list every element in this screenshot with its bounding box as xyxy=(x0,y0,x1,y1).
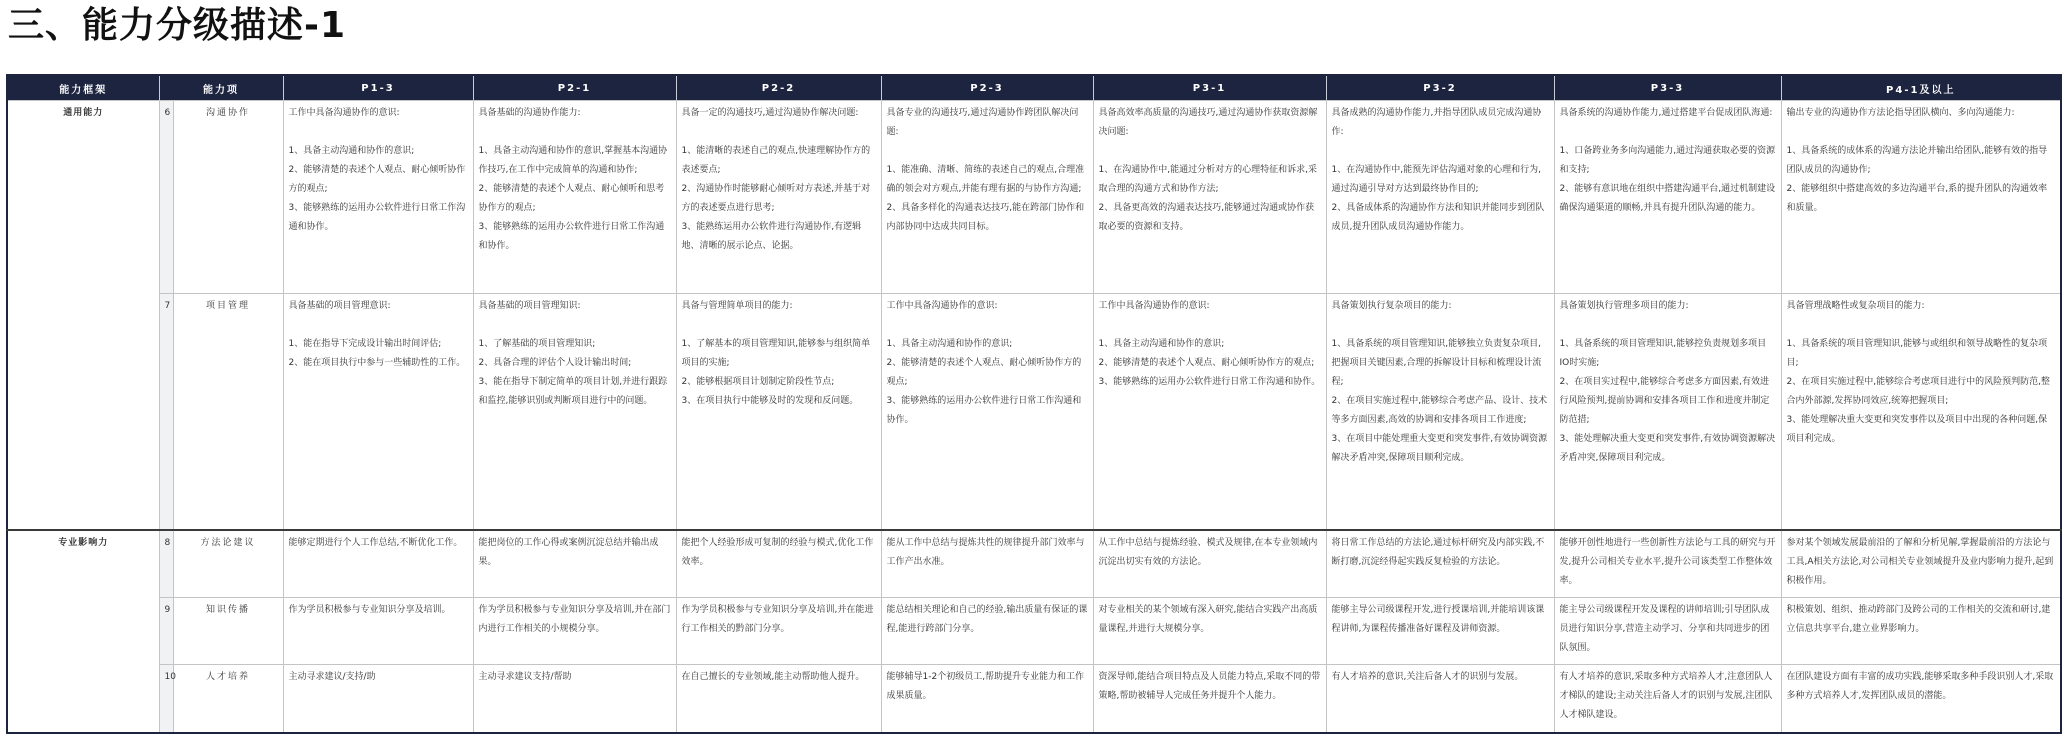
table-row xyxy=(7,101,2061,294)
level-description: 有人才培养的意识,采取多种方式培养人才,注意团队人才梯队的建设;主动关注后备人才的识别与发展,注团队人才梯队建设。 xyxy=(1554,665,1781,733)
level-description: 作为学员积极参与专业知识分享及培训,并在部门内进行工作相关的小规模分享。 xyxy=(473,598,676,665)
ability-item: 方法论建议 xyxy=(173,530,283,598)
level-description: 对专业相关的某个领域有深入研究,能结合实践产出高质量课程,并进行大规模分享。 xyxy=(1093,598,1326,665)
page-title: 三、能力分级描述-1 xyxy=(8,5,346,46)
level-description: 作为学员积极参与专业知识分享及培训,并在能进行工作相关的黔部门分享。 xyxy=(676,598,881,665)
level-description: 具备基础的项目管理知识: 1、了解基础的项目管理知识; 2、具备合理的评估个人设计输出时间; 3、能在指导下制定简单的项目计划,并进行跟踪和监控,能够识别或判断项目进行中的问题。 xyxy=(473,294,676,530)
table-row xyxy=(7,598,2061,665)
level-description: 具备系统的沟通协作能力,通过搭建平台促成团队海通: 1、口备跨业务多向沟通能力,通过沟通获取必要的资源和支持; 2、能够有意识地在组织中搭建沟通平台,通过机制建设确保沟通渠道的顺畅,并具有提升团队沟通的能力。 xyxy=(1554,101,1781,294)
ability-item: 项目管理 xyxy=(173,294,283,530)
table-row xyxy=(7,294,2061,530)
level-description: 工作中具备沟通协作的意识: 1、具备主动沟通和协作的意识; 2、能够清楚的表述个人观点、耐心倾听协作方的观点; 3、能够熟练的运用办公软件进行日常工作沟通和协作。 xyxy=(283,101,473,294)
level-description: 能总结相关理论和自己的经验,输出质量有保证的课程,能进行跨部门分享。 xyxy=(881,598,1093,665)
header-level: P1-3 xyxy=(283,75,473,101)
level-description: 输出专业的沟通协作方法论指导团队横向、多向沟通能力: 1、具备系统的成体系的沟通方法论并输出给团队,能够有效的指导团队成员的沟通协作; 2、能够组织中搭建高效的多边沟通平台,系的提升团队的沟通效率和质量。 xyxy=(1781,101,2061,294)
level-description: 具备基础的沟通协作能力: 1、具备主动沟通和协作的意识,掌握基本沟通协作技巧,在工作中完成简单的沟通和协作; 2、能够清楚的表述个人观点、耐心倾听和思考协作方的观点; 3、能够熟练的运用办公软件进行日常工作沟通和协作。 xyxy=(473,101,676,294)
header-level: P3-1 xyxy=(1093,75,1326,101)
row-number: 7 xyxy=(159,294,173,530)
header-level: P2-2 xyxy=(676,75,881,101)
group-label: 通用能力 xyxy=(7,101,159,530)
level-description: 参对某个领域发展最前沿的了解和分析见解,掌握最前沿的方法论与工具,A相关方法论,对公司相关专业领域提升及业内影响力提升,起到积极作用。 xyxy=(1781,530,2061,598)
level-description: 具备策划执行管理多项目的能力: 1、具备系统的项目管理知识,能够控负责规划多项目IO时实施; 2、在项目实过程中,能够综合考虑多方面因素,有效进行风险预判,提前协调和安排各项目工作和进度并制定防范措; 3、能处理解决重大变更和突发事件,有效协调资源解决矛盾冲突,保障项目利完成。 xyxy=(1554,294,1781,530)
group-label: 专业影响力 xyxy=(7,530,159,733)
level-description: 在团队建设方面有丰富的成功实践,能够采取多种手段识别人才,采取多种方式培养人才,发挥团队成员的潜能。 xyxy=(1781,665,2061,733)
level-description: 主动寻求建议/支持/助 xyxy=(283,665,473,733)
ability-item: 人才培养 xyxy=(173,665,283,733)
level-description: 工作中具备沟通协作的意识: 1、具备主动沟通和协作的意识; 2、能够清楚的表述个人观点、耐心倾听协作方的观点; 3、能够熟练的运用办公软件进行日常工作沟通和协作。 xyxy=(881,294,1093,530)
level-description: 将日常工作总结的方法论,通过标杆研究及内部实践,不断打磨,沉淀经得起实践反复检验的方法论。 xyxy=(1326,530,1554,598)
level-description: 具备一定的沟通技巧,通过沟通协作解决问题: 1、能清晰的表述自己的观点,快速理解协作方的表述要点; 2、沟通协作时能够耐心倾听对方表述,并基于对方的表述要点进行思考; 3、能熟练运用办公软件进行沟通协作,有逻辑地、清晰的展示论点、论据。 xyxy=(676,101,881,294)
level-description: 工作中具备沟通协作的意识: 1、具备主动沟通和协作的意识; 2、能够清楚的表述个人观点、耐心倾听协作方的观点; 3、能够熟练的运用办公软件进行日常工作沟通和协作。 xyxy=(1093,294,1326,530)
level-description: 能够主导公司级课程开发,进行授课培训,并能培训该课程讲师,为课程传播准备好课程及讲师资源。 xyxy=(1326,598,1554,665)
header-item: 能力项 xyxy=(159,75,283,101)
level-description: 能把个人经验形成可复制的经验与模式,优化工作效率。 xyxy=(676,530,881,598)
level-description: 积极策划、组织、推动跨部门及跨公司的工作相关的交流和研讨,建立信息共享平台,建立业界影响力。 xyxy=(1781,598,2061,665)
ability-item: 知识传播 xyxy=(173,598,283,665)
level-description: 具备与管理简单项目的能力: 1、了解基本的项目管理知识,能够参与组织简单项目的实施; 2、能够根据项目计划制定阶段性节点; 3、在项目执行中能够及时的发现和反问题。 xyxy=(676,294,881,530)
level-description: 有人才培养的意识,关注后备人才的识别与发展。 xyxy=(1326,665,1554,733)
level-description: 具备策划执行复杂项目的能力: 1、具备系统的项目管理知识,能够独立负责复杂项目,把握项目关键因素,合理的拆解设计目标和梳理设计流程; 2、在项目实施过程中,能够综合考虑产品、设计、技术等多方面因素,高效的协调和安排各项目工作进度; 3、在项目中能处理重大变更和突发事件,有效协调资源解决矛盾冲突,保障项目顺利完成。 xyxy=(1326,294,1554,530)
level-description: 具备专业的沟通技巧,通过沟通协作跨团队解决问题: 1、能准确、清晰、简练的表述自己的观点,合理准确的领会对方观点,并能有理有据的与协作方沟通; 2、具备多样化的沟通表达技巧,能在跨部门协作和内部协同中达成共同目标。 xyxy=(881,101,1093,294)
level-description: 能够辅导1-2个初级员工,帮助提升专业能力和工作成果质量。 xyxy=(881,665,1093,733)
level-description: 能把岗位的工作心得或案例沉淀总结并输出成果。 xyxy=(473,530,676,598)
level-description: 作为学员积极参与专业知识分享及培训。 xyxy=(283,598,473,665)
level-description: 具备高效率高质量的沟通技巧,通过沟通协作获取资源解决问题: 1、在沟通协作中,能通过分析对方的心理特征和诉求,采取合理的沟通方式和协作方法; 2、具备更高效的沟通表达技巧,能够通过沟通或协作获取必要的资源和支持。 xyxy=(1093,101,1326,294)
table-row xyxy=(7,665,2061,733)
level-description: 具备基础的项目管理意识: 1、能在指导下完成设计输出时间评估; 2、能在项目执行中参与一些辅助性的工作。 xyxy=(283,294,473,530)
header-row xyxy=(7,75,2061,101)
header-framework: 能力框架 xyxy=(7,75,159,101)
ability-item: 沟通协作 xyxy=(173,101,283,294)
level-description: 在自己擅长的专业领域,能主动帮助他人提升。 xyxy=(676,665,881,733)
level-description: 主动寻求建议支持/帮助 xyxy=(473,665,676,733)
header-level: P2-3 xyxy=(881,75,1093,101)
row-number: 9 xyxy=(159,598,173,665)
ability-level-table xyxy=(6,74,2062,734)
level-description: 能主导公司级课程开发及课程的讲师培训;引导团队成员进行知识分享,营造主动学习、分享和共同进步的团队氛围。 xyxy=(1554,598,1781,665)
level-description: 具备成熟的沟通协作能力,并指导团队成员完成沟通协作: 1、在沟通协作中,能预先评估沟通对象的心理和行为,通过沟通引导对方达到最终协作目的; 2、具备成体系的沟通协作方法和知识并能同步到团队成员,提升团队成员沟通协作能力。 xyxy=(1326,101,1554,294)
level-description: 能够开创性地进行一些创新性方法论与工具的研究与开发,提升公司相关专业水平,提升公司该类型工作整体效率。 xyxy=(1554,530,1781,598)
header-level: P3-3 xyxy=(1554,75,1781,101)
header-level: P3-2 xyxy=(1326,75,1554,101)
row-number: 6 xyxy=(159,101,173,294)
level-description: 具备管理战略性或复杂项目的能力: 1、具备系统的项目管理知识,能够与或组织和领导战略性的复杂项目; 2、在项目实施过程中,能够综合考虑项目进行中的风险预判防范,整合内外部源,发挥协同效应,统筹把握项目; 3、能处理解决重大变更和突发事件以及项目中出现的各种问题,保项目利完成。 xyxy=(1781,294,2061,530)
header-level: P4-1及以上 xyxy=(1781,75,2061,101)
table-row xyxy=(7,530,2061,598)
row-number: 10 xyxy=(159,665,173,733)
level-description: 能够定期进行个人工作总结,不断优化工作。 xyxy=(283,530,473,598)
header-level: P2-1 xyxy=(473,75,676,101)
level-description: 能从工作中总结与提炼共性的规律提升部门效率与工作产出水准。 xyxy=(881,530,1093,598)
level-description: 从工作中总结与提炼经验、模式及规律,在本专业领域内沉淀出切实有效的方法论。 xyxy=(1093,530,1326,598)
level-description: 资深导师,能结合项目特点及人员能力特点,采取不同的带策略,帮助被辅导人完成任务并提升个人能力。 xyxy=(1093,665,1326,733)
row-number: 8 xyxy=(159,530,173,598)
